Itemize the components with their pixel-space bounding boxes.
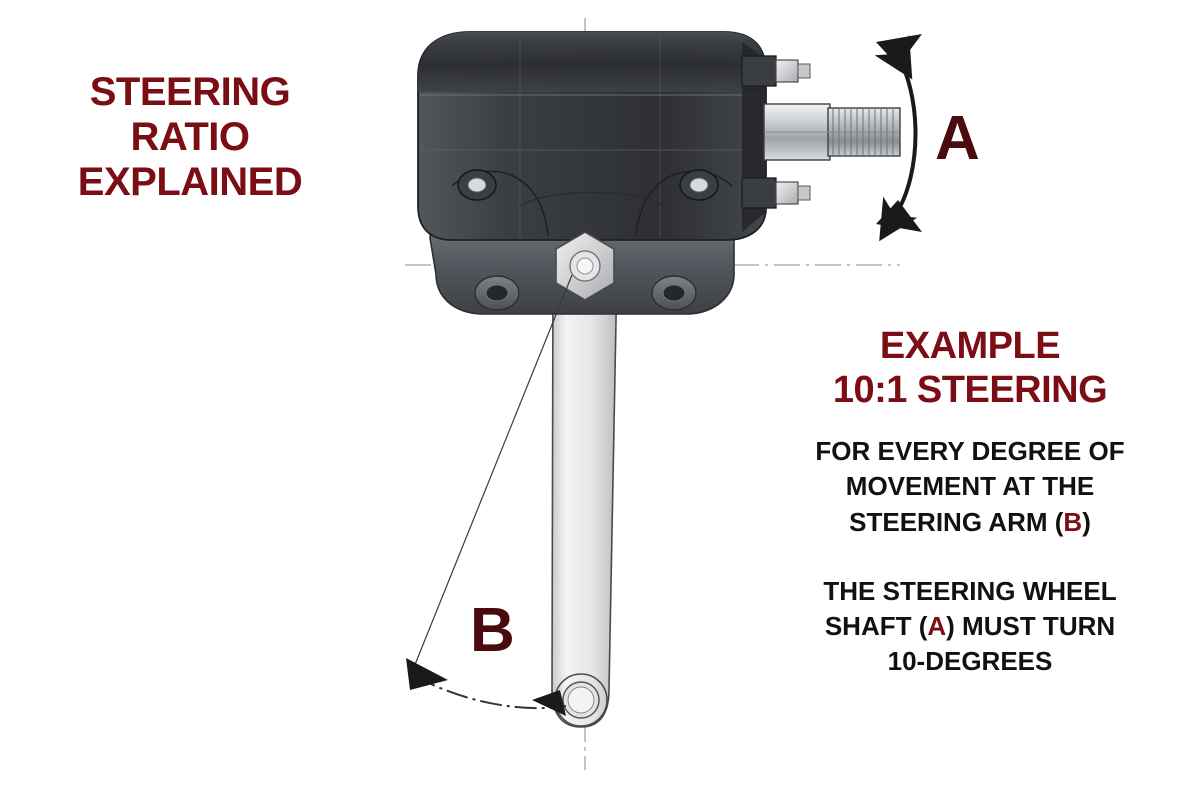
example-body-1: [760, 434, 1180, 539]
example-body2-line-2: [760, 609, 1180, 644]
page-title-line-1: STEERING: [89, 70, 291, 114]
example-body2-line-3: 10-DEGREES: [887, 645, 1053, 676]
example-body2-line-2-tail: ) MUST TURN: [946, 610, 1116, 641]
steering-arm: [552, 268, 617, 727]
example-body-line-3-tail: ): [1082, 506, 1091, 537]
example-body-line-3-text: STEERING ARM (: [849, 506, 1064, 537]
page-title-line-2: RATIO: [130, 114, 250, 159]
input-shaft-splined: [764, 104, 900, 160]
page-title-line-3: EXPLAINED: [77, 159, 303, 204]
example-body-line-2: MOVEMENT AT THE: [845, 471, 1095, 502]
example-body-line-3: [760, 505, 1180, 540]
shaft-reference-letter: A: [927, 610, 947, 641]
lower-bleeder-fitting: [742, 178, 810, 208]
gear-box-housing: [418, 32, 766, 240]
arm-reference-letter: B: [1063, 506, 1083, 537]
callout-letter-a: A: [935, 104, 980, 173]
example-body2-line-1: THE STEERING WHEEL: [823, 575, 1117, 606]
example-heading-line-1: EXAMPLE: [879, 325, 1061, 367]
example-body2-line-2-text: SHAFT (: [824, 610, 928, 641]
upper-bleeder-fitting: [742, 56, 810, 86]
example-block: [760, 325, 1180, 679]
example-heading: [760, 325, 1180, 412]
example-body-2: [760, 574, 1180, 679]
example-body-line-1: FOR EVERY DEGREE OF: [815, 436, 1125, 467]
arm-end-eye: [555, 674, 607, 726]
example-heading-line-2: 10:1 STEERING: [832, 368, 1108, 411]
callout-letter-b: B: [470, 596, 515, 665]
page-title: [30, 70, 350, 204]
